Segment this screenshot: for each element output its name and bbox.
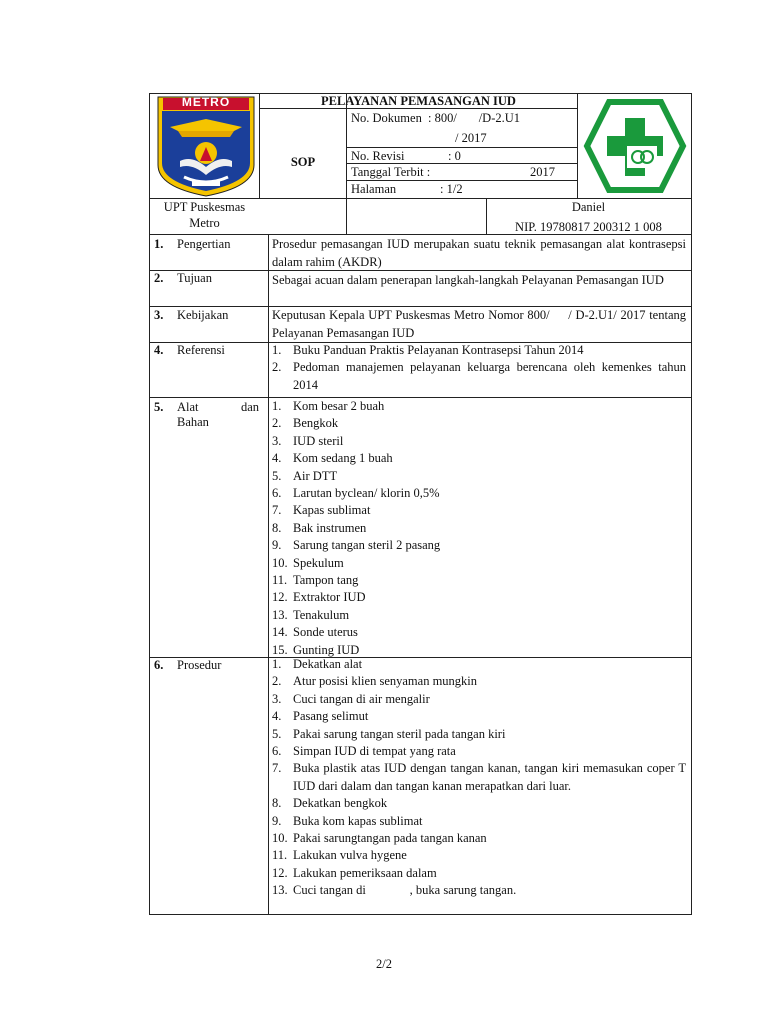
list-item-text: Pedoman manajemen pelayanan keluarga berencana oleh kemenkes tahun 2014 (293, 360, 690, 392)
alat-bahan-item (272, 450, 686, 467)
alat-bahan-item (272, 433, 686, 450)
signer-name: Daniel (571, 200, 606, 214)
page-label: Halaman (351, 182, 397, 196)
list-item-text: Kom besar 2 buah (293, 399, 385, 413)
section-label: Referensi (177, 343, 225, 357)
section-number: 3. (154, 308, 164, 322)
date-label: Tanggal Terbit : (351, 165, 431, 179)
alat-bahan-item (272, 415, 686, 432)
section-label-dan: dan (241, 400, 260, 414)
prosedur-step (272, 673, 686, 690)
list-item-text: Larutan byclean/ klorin 0,5% (293, 486, 440, 501)
signer-nip: NIP. 19780817 200312 1 008 (515, 220, 662, 234)
list-item-number: 14. (272, 625, 288, 640)
list-item-number: 12. (272, 865, 288, 880)
section-text: Prosedur pemasangan IUD merupakan suatu teknik pemasangan alat kontrasepsi dalam rahim (AKDR) (272, 237, 686, 269)
page-value: : 1/2 (440, 182, 463, 196)
list-item-number: 3. (272, 691, 282, 706)
list-item-text: Bengkok (293, 416, 339, 431)
prosedur-step (272, 726, 686, 743)
section-number: 4. (154, 343, 164, 357)
list-item-number: 1. (272, 657, 282, 671)
list-item-text: Dekatkan alat (293, 657, 363, 671)
list-item-number: 7. (272, 761, 282, 776)
list-item-text: Pakai sarung tangan steril pada tangan kiri (293, 726, 506, 741)
list-item-number: 12. (272, 590, 288, 605)
prosedur-step (272, 813, 686, 830)
alat-bahan-item (272, 398, 686, 415)
list-item-text: Lakukan vulva hygene (293, 848, 407, 863)
section-label-alat: Alat (177, 400, 199, 414)
alat-bahan-list (272, 398, 686, 659)
list-item-number: 9. (272, 813, 282, 828)
org-name-line2: Metro (189, 216, 220, 230)
list-item-text: Gunting IUD (293, 642, 360, 657)
revision-label: No. Revisi (351, 149, 405, 163)
alat-bahan-item (272, 468, 686, 485)
list-item-number: 1. (272, 343, 282, 357)
list-item-number: 3. (272, 433, 282, 448)
list-item-text: Lakukan pemeriksaan dalam (293, 865, 437, 880)
alat-bahan-item (272, 624, 686, 641)
list-item-number: 15. (272, 642, 288, 657)
page-number: 2/2 (376, 957, 392, 971)
prosedur-step (272, 743, 686, 760)
section-number: 6. (154, 658, 164, 672)
date-value: 2017 (530, 165, 555, 179)
list-item-text: Bak instrumen (293, 520, 367, 535)
list-item-number: 2. (272, 360, 282, 375)
sop-body-table (149, 235, 692, 915)
org-name-line1: UPT Puskesmas (163, 200, 246, 214)
list-item-text: Sonde uterus (293, 625, 358, 640)
prosedur-step (272, 865, 686, 882)
alat-bahan-item (272, 520, 686, 537)
document-title: PELAYANAN PEMASANGAN IUD (321, 94, 516, 108)
list-item-text: Air DTT (293, 468, 338, 483)
list-item-text: Atur posisi klien senyaman mungkin (293, 674, 478, 689)
list-item-number: 10. (272, 831, 288, 846)
list-item-text: Sarung tangan steril 2 pasang (293, 538, 441, 553)
list-item-number: 9. (272, 538, 282, 553)
doc-no-label: No. Dokumen (351, 111, 422, 125)
prosedur-step (272, 760, 690, 795)
referensi-item (272, 359, 690, 394)
prosedur-step (272, 656, 686, 673)
list-item-number: 5. (272, 726, 282, 741)
list-item-number: 8. (272, 520, 282, 535)
alat-bahan-item (272, 555, 686, 572)
list-item-text: Pasang selimut (293, 709, 369, 724)
list-item-number: 4. (272, 709, 282, 724)
list-item-text: Buka kom kapas sublimat (293, 813, 423, 828)
section-label: Pengertian (177, 237, 231, 251)
list-item-number: 10. (272, 555, 288, 570)
list-item-text: Cuci tangan di air mengalir (293, 691, 430, 706)
list-item-number: 6. (272, 744, 282, 759)
list-item-number: 2. (272, 416, 282, 431)
list-item-number: 11. (272, 848, 288, 863)
list-item-number: 1. (272, 399, 282, 413)
prosedur-list (272, 656, 690, 900)
alat-bahan-item (272, 572, 686, 589)
list-item-text: Pakai sarungtangan pada tangan kanan (293, 831, 487, 846)
section-number: 1. (154, 237, 164, 251)
alat-bahan-item (272, 537, 686, 554)
metro-logo (156, 95, 256, 197)
list-item-number: 13. (272, 607, 288, 622)
section-label: Prosedur (177, 658, 222, 672)
alat-bahan-item (272, 485, 686, 502)
list-item-text: IUD steril (293, 433, 344, 448)
alat-bahan-item (272, 502, 686, 519)
section-text: Sebagai acuan dalam penerapan langkah-langkah Pelayanan Pemasangan IUD (272, 273, 664, 287)
list-item-number: 11. (272, 573, 288, 588)
list-item-number: 6. (272, 486, 282, 501)
puskesmas-cross-logo (583, 98, 687, 194)
list-item-text: Kapas sublimat (293, 503, 371, 518)
list-item-number: 13. (272, 883, 288, 898)
list-item-text: Extraktor IUD (293, 590, 366, 605)
referensi-list (272, 342, 690, 394)
prosedur-step (272, 708, 686, 725)
list-item-text: Tenakulum (293, 607, 350, 622)
list-item-text: Buku Panduan Praktis Pelayanan Kontrasepsi Tahun 2014 (293, 343, 584, 357)
header-table (149, 93, 692, 235)
logo-text: METRO (181, 95, 231, 109)
list-item-number: 4. (272, 451, 282, 466)
list-item-text: Kom sedang 1 buah (293, 451, 393, 466)
list-item-text: Cuci tangan di , buka sarung tangan. (293, 883, 517, 898)
doc-no-continued: / 2017 (455, 131, 487, 145)
list-item-number: 2. (272, 674, 282, 689)
prosedur-step (272, 795, 686, 812)
list-item-number: 5. (272, 468, 282, 483)
prosedur-step (272, 882, 686, 899)
prosedur-step (272, 847, 686, 864)
list-item-number: 7. (272, 503, 282, 518)
list-item-text: Dekatkan bengkok (293, 796, 388, 811)
alat-bahan-item (272, 589, 686, 606)
sop-label: SOP (290, 155, 316, 169)
prosedur-step (272, 691, 686, 708)
alat-bahan-item (272, 607, 686, 624)
doc-no-value: : 800/ /D-2.U1 (428, 111, 521, 125)
section-label: Kebijakan (177, 308, 229, 322)
list-item-text: Tampon tang (293, 573, 359, 588)
list-item-text: Simpan IUD di tempat yang rata (293, 744, 456, 759)
list-item-text: Buka plastik atas IUD dengan tangan kanan, tangan kiri memasukan coper T IUD dari dalam dan tangan kanan merapatkan dari luar. (293, 761, 690, 793)
section-number: 5. (154, 400, 164, 414)
section-label: Tujuan (177, 271, 212, 285)
section-text: Keputusan Kepala UPT Puskesmas Metro Nomor 800/ / D-2.U1/ 2017 tentang Pelayanan Pemasangan IUD (272, 308, 690, 340)
prosedur-step (272, 830, 686, 847)
list-item-number: 8. (272, 796, 282, 811)
section-label-bahan: Bahan (177, 415, 209, 429)
referensi-item (272, 342, 686, 359)
list-item-text: Spekulum (293, 555, 344, 570)
section-number: 2. (154, 271, 164, 285)
revision-value: : 0 (448, 149, 461, 163)
